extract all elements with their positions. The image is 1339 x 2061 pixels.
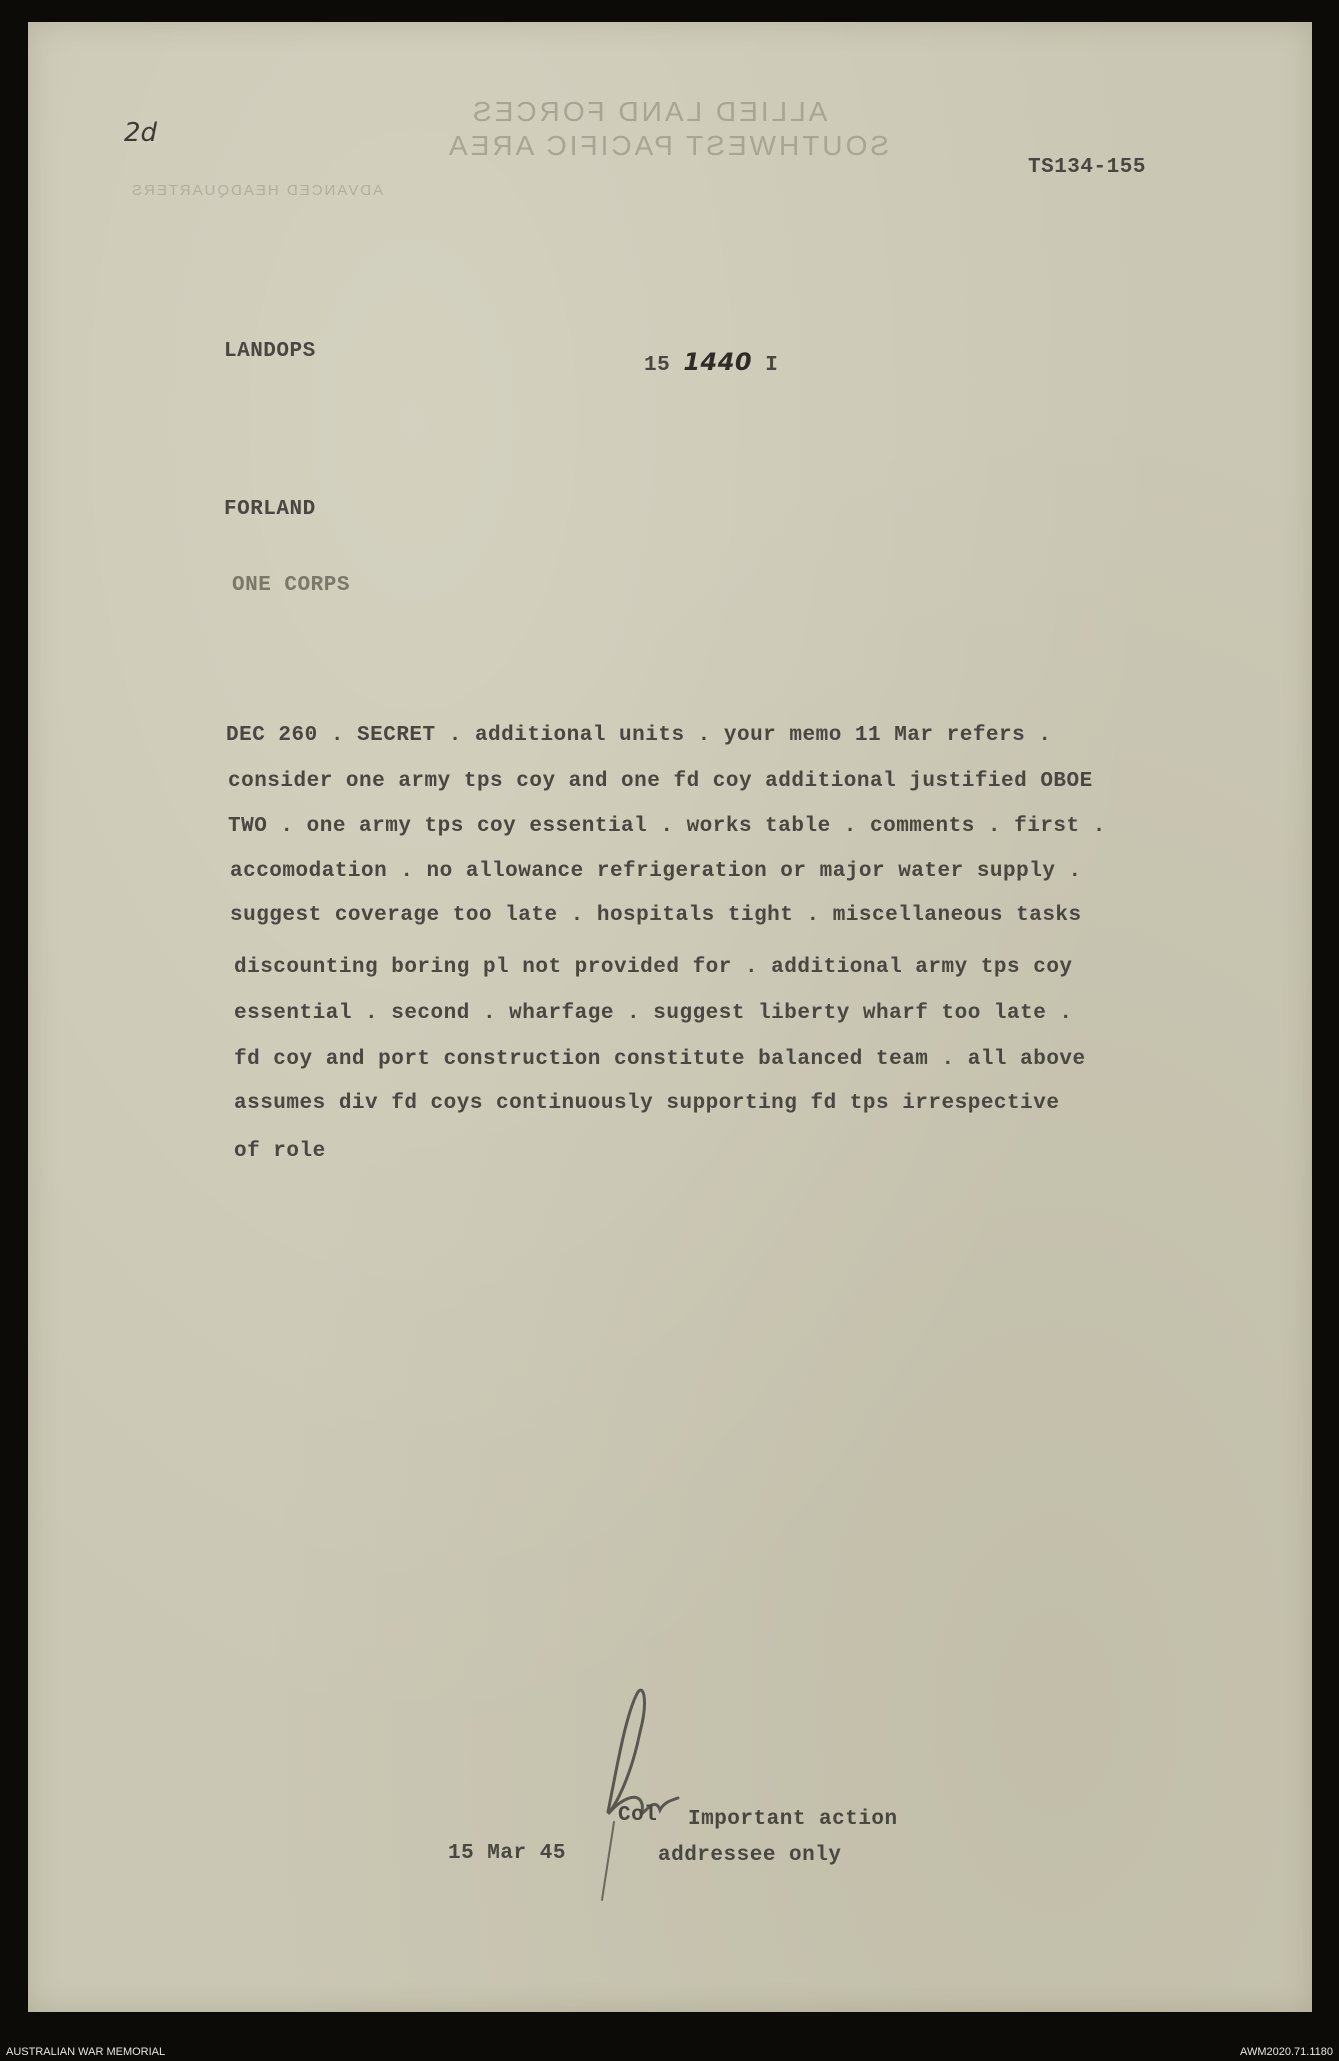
footer-left: AUSTRALIAN WAR MEMORIAL — [6, 2046, 166, 2058]
message-line-7: essential . second . wharfage . suggest liberty wharf too late . — [234, 1002, 1073, 1025]
message-line-9: assumes div fd coys continuously supporting fd tps irrespective — [234, 1092, 1060, 1115]
message-line-10: of role — [234, 1140, 326, 1163]
message-line-1: DEC 260 . SECRET . additional units . your memo 11 Mar refers . — [226, 724, 1052, 747]
from-label: LANDOPS — [224, 340, 316, 363]
sign-off-note-line-1: Important action — [688, 1808, 898, 1831]
letterhead-line-2: SOUTHWEST PACIFIC AREA — [446, 130, 890, 161]
letterhead-line-3: ADVANCED HEADQUARTERS — [130, 182, 384, 199]
sign-off-rank: Col — [618, 1804, 658, 1827]
footer-right: AWM2020.71.1180 — [1240, 2046, 1333, 2058]
message-line-6: discounting boring pl not provided for . additional army tps coy — [234, 956, 1073, 979]
signature — [568, 1672, 728, 1912]
time-group — [644, 348, 778, 377]
message-line-2: consider one army tps coy and one fd coy additional justified OBOE — [228, 770, 1093, 793]
message-line-8: fd coy and port construction constitute balanced team . all above — [234, 1048, 1086, 1071]
sign-off-date: 15 Mar 45 — [448, 1842, 566, 1865]
to-label: FORLAND — [224, 498, 316, 521]
message-line-4: accomodation . no allowance refrigeration or major water supply . — [230, 860, 1082, 883]
time-group-time: 1440 — [683, 348, 753, 376]
letterhead-line-1: ALLIED LAND FORCES — [470, 96, 828, 127]
reference-number: TS134-155 — [1028, 156, 1146, 179]
message-line-3: TWO . one army tps coy essential . works table . comments . first . — [228, 815, 1106, 838]
time-group-day: 15 — [644, 354, 671, 377]
message-line-5: suggest coverage too late . hospitals tight . miscellaneous tasks — [230, 904, 1082, 927]
page-mark: 2d — [124, 118, 158, 148]
document-page — [28, 22, 1312, 2012]
info-label: ONE CORPS — [232, 574, 350, 597]
time-group-zone: I — [765, 354, 779, 377]
sign-off-note-line-2: addressee only — [658, 1844, 842, 1867]
